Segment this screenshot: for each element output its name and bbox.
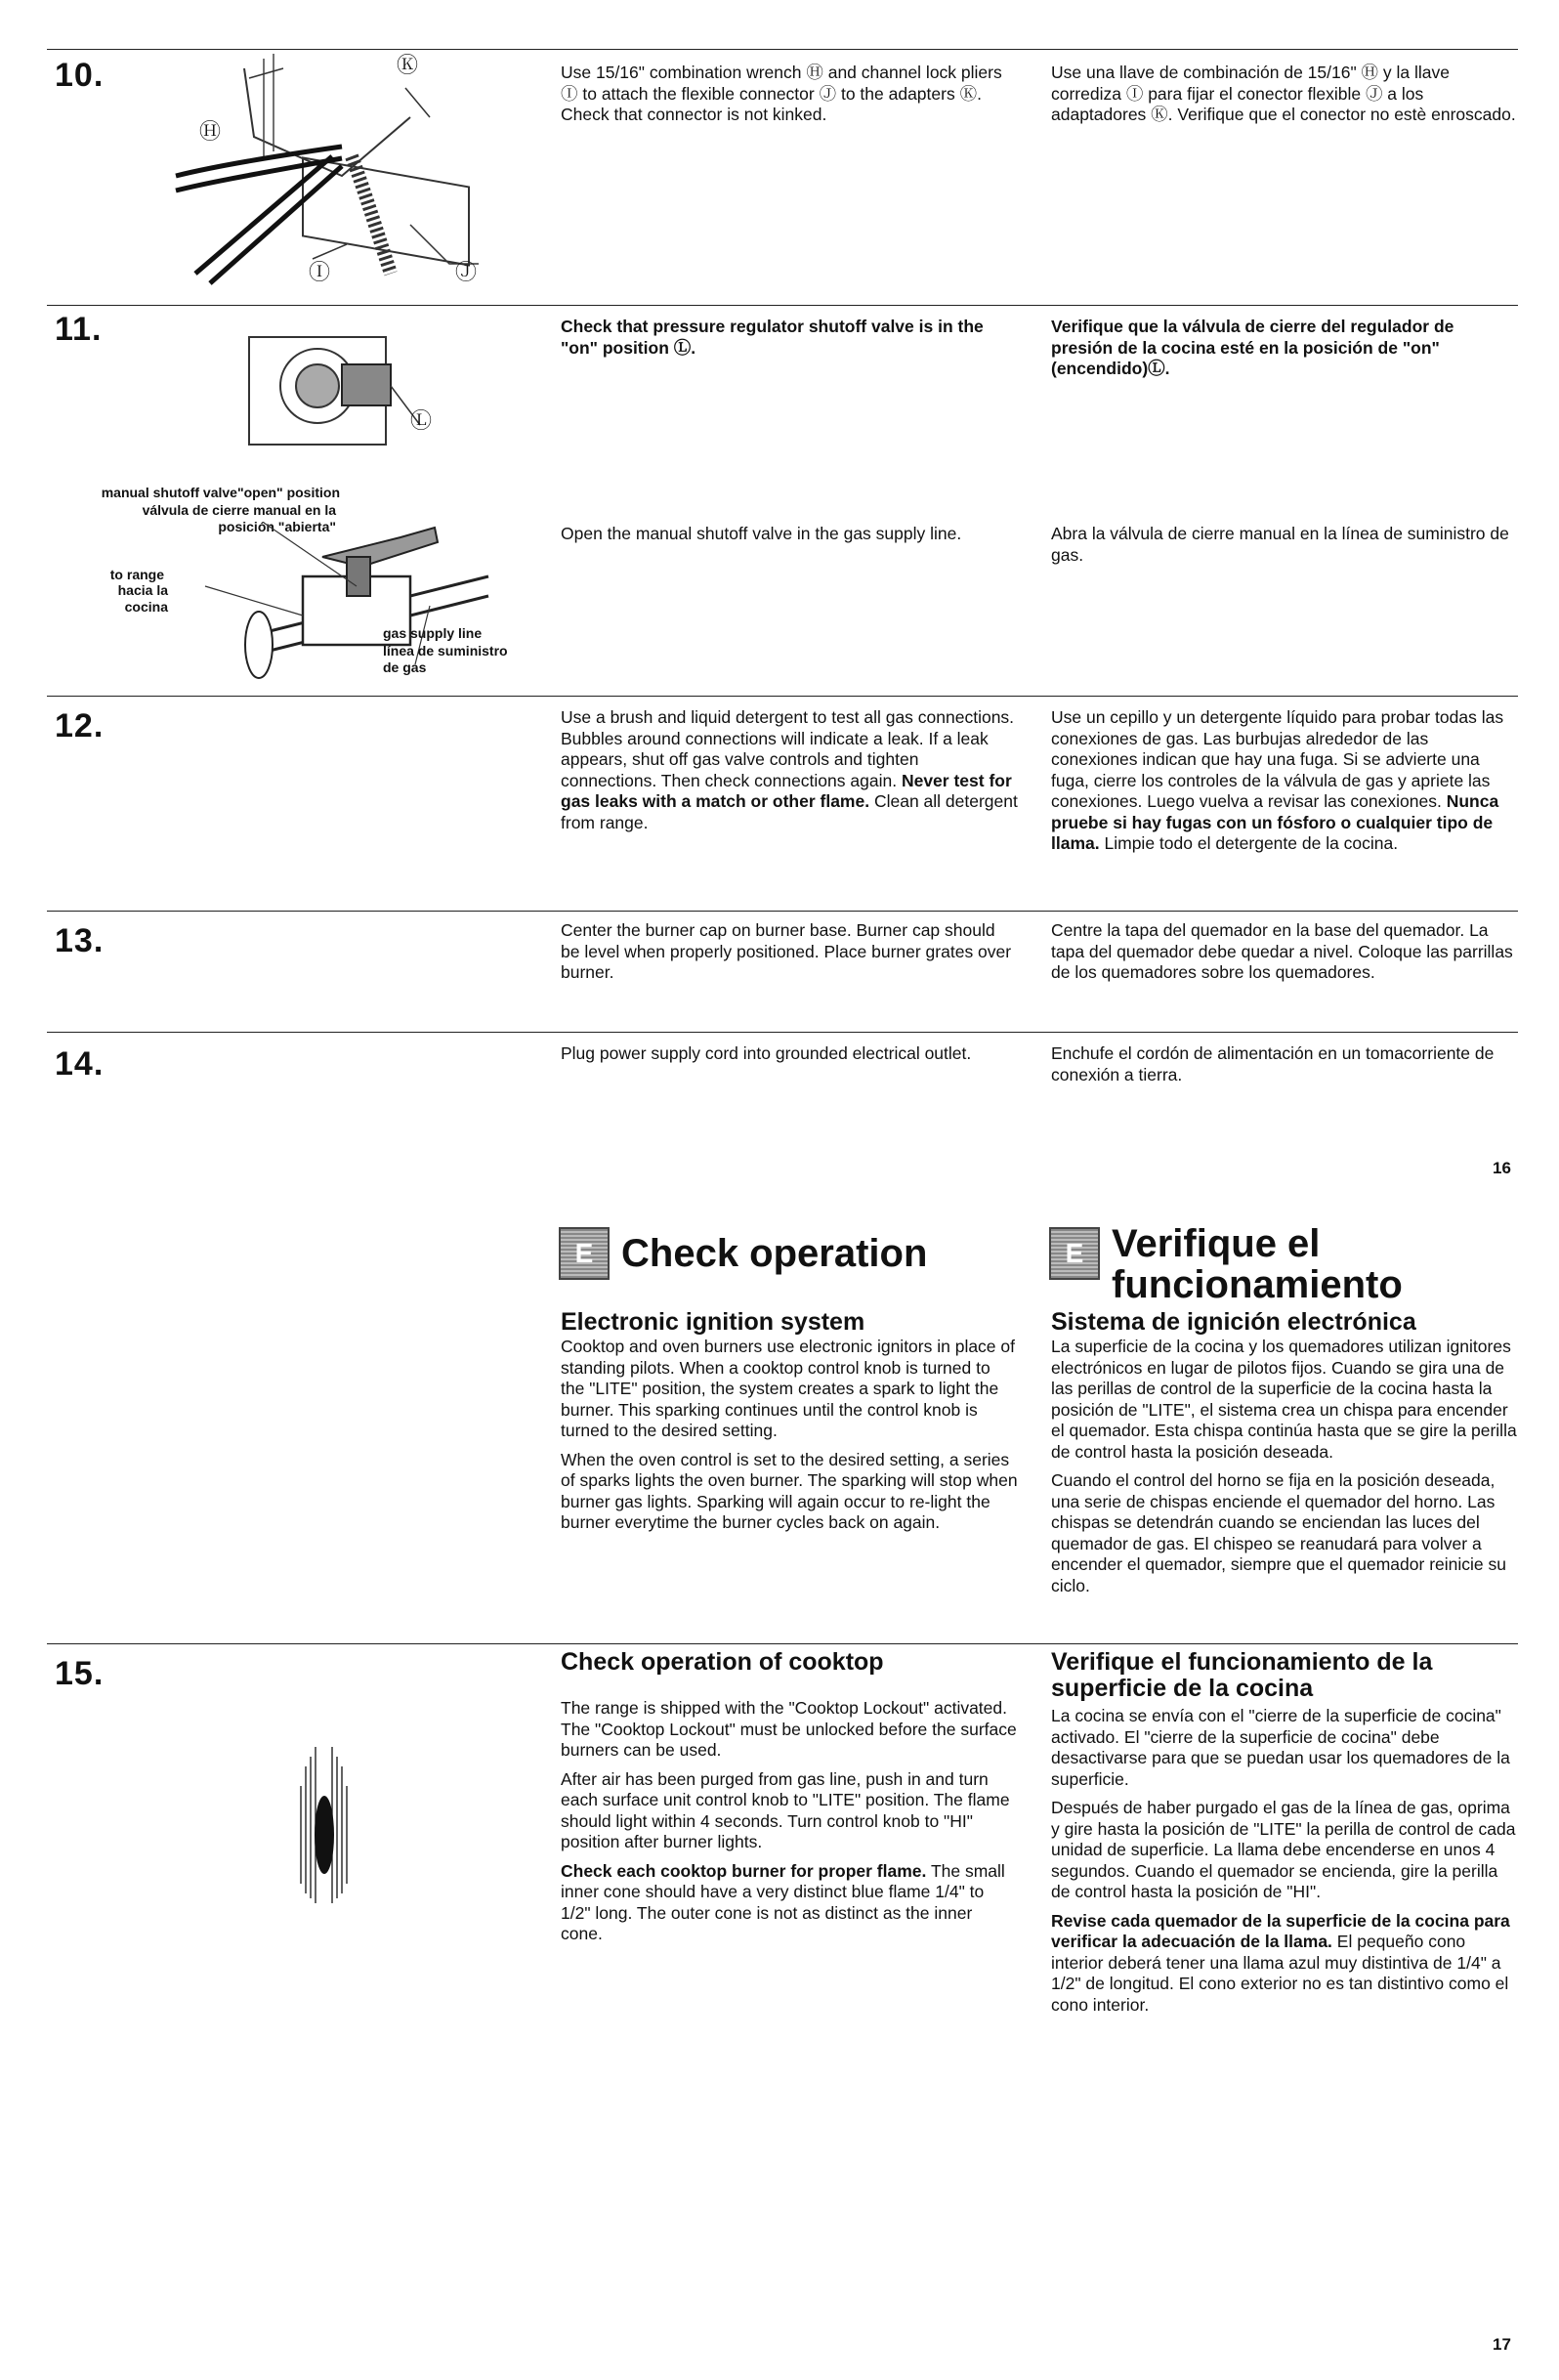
- step-11-text-en: Check that pressure regulator shutoff valve is in the "on" position Ⓛ.: [561, 317, 984, 358]
- step-10-text-en: Use 15/16" combination wrench Ⓗ and channel lock pliers Ⓘ to attach the flexible connector Ⓙ to the adapters Ⓚ. Check that connector is not kinked.: [561, 63, 1002, 124]
- step-11-number: 11.: [55, 311, 103, 348]
- step-13-number: 13.: [55, 922, 105, 959]
- step-13-rule: [47, 911, 1518, 912]
- valve-label-en: manual shutoff valve"open" position: [101, 485, 340, 500]
- step-13-text-es: Centre la tapa del quemador en la base del quemador. La tapa del quemador debe quedar a nivel. Coloque las parrillas de los quemadores sobre los quemadores.: [1051, 920, 1513, 982]
- step-13-text-en: Center the burner cap on burner base. Burner cap should be level when properly positioned. Place burner grates over burner.: [561, 920, 1012, 982]
- step-11-rule: [47, 305, 1518, 306]
- callout-l: Ⓛ: [410, 408, 433, 433]
- burner-flame-illustration: [291, 1727, 359, 1923]
- cooktop-text-en: The range is shipped with the "Cooktop Lockout" activated. The "Cooktop Lockout" must be unlocked before the surface burners can be used. After air has been purged from gas line, push in and turn each surface unit control knob to "LITE" position. The flame should light within 4 seconds. Turn control knob to "HI" position after burner lights. Check each cooktop burner for proper flame. The small inner cone should have a very distinct blue flame 1/4" to 1/2" long. The outer cone is not as distinct as the inner cone.: [561, 1698, 1017, 1943]
- valve-text-es: Abra la válvula de cierre manual en la línea de suministro de gas.: [1051, 524, 1509, 565]
- step-11-text-es: Verifique que la válvula de cierre del regulador de presión de la cocina esté en la posición de "on" (encendido)Ⓛ.: [1051, 317, 1454, 378]
- page-number-17: 17: [1493, 2335, 1511, 2354]
- section-title-en: Check operation: [621, 1232, 928, 1275]
- step-12-rule: [47, 696, 1518, 697]
- step-10-number: 10.: [55, 57, 105, 94]
- step-12-number: 12.: [55, 707, 105, 744]
- cooktop-heading-en: Check operation of cooktop: [561, 1648, 884, 1676]
- callout-i: Ⓘ: [309, 260, 331, 284]
- hacia-label: hacia la cocina: [117, 582, 168, 615]
- page-number-16: 16: [1493, 1159, 1511, 1177]
- callout-k: Ⓚ: [397, 53, 419, 77]
- eis-heading-en: Electronic ignition system: [561, 1308, 865, 1336]
- to-range-label: to range: [109, 567, 164, 582]
- step-12-text-es: Use un cepillo y un detergente líquido para probar todas las conexiones de gas. Las burbujas alrededor de las conexiones indican que hay una fuga. Si se advierte una fuga, cierre los controles de la válvula de gas y apriete las conexiones. Luego vuelva a revisar las conexiones. Nunca pruebe si hay fugas con un fósforo o cualquier tipo de llama. Limpie todo el detergente de la cocina.: [1051, 707, 1504, 853]
- valve-text-en: Open the manual shutoff valve in the gas supply line.: [561, 524, 962, 543]
- step-12-text-en: Use a brush and liquid detergent to test all gas connections. Bubbles around connections will indicate a leak. If a leak appears, shut off gas valve controls and tighten connections. Then check connections again. Never test for gas leaks with a match or other flame. Clean all detergent from range.: [561, 707, 1018, 832]
- callout-h: Ⓗ: [199, 119, 222, 144]
- step-10-text-es: Use una llave de combinación de 15/16" Ⓗ y la llave corrediza Ⓘ para fijar el conector flexible Ⓙ a los adaptadores Ⓚ. Verifique que el conector no estè enroscado.: [1051, 63, 1516, 124]
- valve-label-es: válvula de cierre manual en la posición "abierta": [142, 502, 336, 534]
- cooktop-heading-es: Verifique el funcionamiento de la superficie de la cocina: [1051, 1648, 1433, 1702]
- step-15-rule: [47, 1643, 1518, 1644]
- section-badge-es: E: [1049, 1227, 1100, 1280]
- linea-label: línea de suministro de gas: [383, 643, 508, 675]
- step-14-number: 14.: [55, 1045, 105, 1083]
- section-badge-en: E: [559, 1227, 610, 1280]
- callout-j: Ⓙ: [455, 260, 478, 284]
- step-14-text-en: Plug power supply cord into grounded electrical outlet.: [561, 1043, 972, 1063]
- step-14-text-es: Enchufe el cordón de alimentación en un tomacorriente de conexión a tierra.: [1051, 1043, 1495, 1084]
- step-15-number: 15.: [55, 1655, 105, 1692]
- step-14-rule: [47, 1032, 1518, 1033]
- eis-heading-es: Sistema de ignición electrónica: [1051, 1308, 1416, 1336]
- eis-text-es: La superficie de la cocina y los quemadores utilizan ignitores electrónicos en lugar de pilotos fijos. Cuando se gira una de las perillas de control de la superficie de la cocina hasta la posición de "LITE", el sistema crea un chispa para encender el quemador. Esta chispa continúa hasta que se gire la perilla de control hasta la posición deseada. Cuando el control del horno se fija en la posición deseada, una serie de chispas enciende el quemador del horno. Las chispas se detendrán cuando se enciendan las luces del quemador de gas. El chispeo se reanudará para volver a encender el quemador, siempre que el quemador reinicie su ciclo.: [1051, 1337, 1517, 1595]
- section-title-es-2: funcionamiento: [1112, 1263, 1403, 1306]
- section-title-es-1: Verifique el: [1112, 1222, 1321, 1265]
- eis-text-en: Cooktop and oven burners use electronic ignitors in place of standing pilots. When a cooktop control knob is turned to the "LITE" position, the system creates a spark to light the burner. This sparking continues until the control knob is turned to the desired setting. When the oven control is set to the desired setting, a series of sparks lights the oven burner. The sparking will stop when burner gas lights. Sparking will again occur to re-light the burner everytime the burner cycles back on again.: [561, 1337, 1018, 1532]
- cooktop-text-es: La cocina se envía con el "cierre de la superficie de cocina" activado. El "cierre de la superficie de cocina" debe desactivarse para que se puedan usar los quemadores de la superficie. Después de haber purgado el gas de la línea de gas, oprima y gire hasta la posición de "LITE" la perilla de control de cada unidad de superficie. La llama debe encenderse en unos 4 segundos. Cuando el quemador se encienda, gire la perilla de control hasta la posición de "HI". Revise cada quemador de la superficie de la cocina para verificar la adecuación de la llama. El pequeño cono interior deberá tener una llama azul muy distintiva de 1/4" a 1/2" de longitud. El cono exterior no es tan distintivo como el cono interior.: [1051, 1706, 1516, 2015]
- gas-line-label: gas supply line: [383, 625, 483, 641]
